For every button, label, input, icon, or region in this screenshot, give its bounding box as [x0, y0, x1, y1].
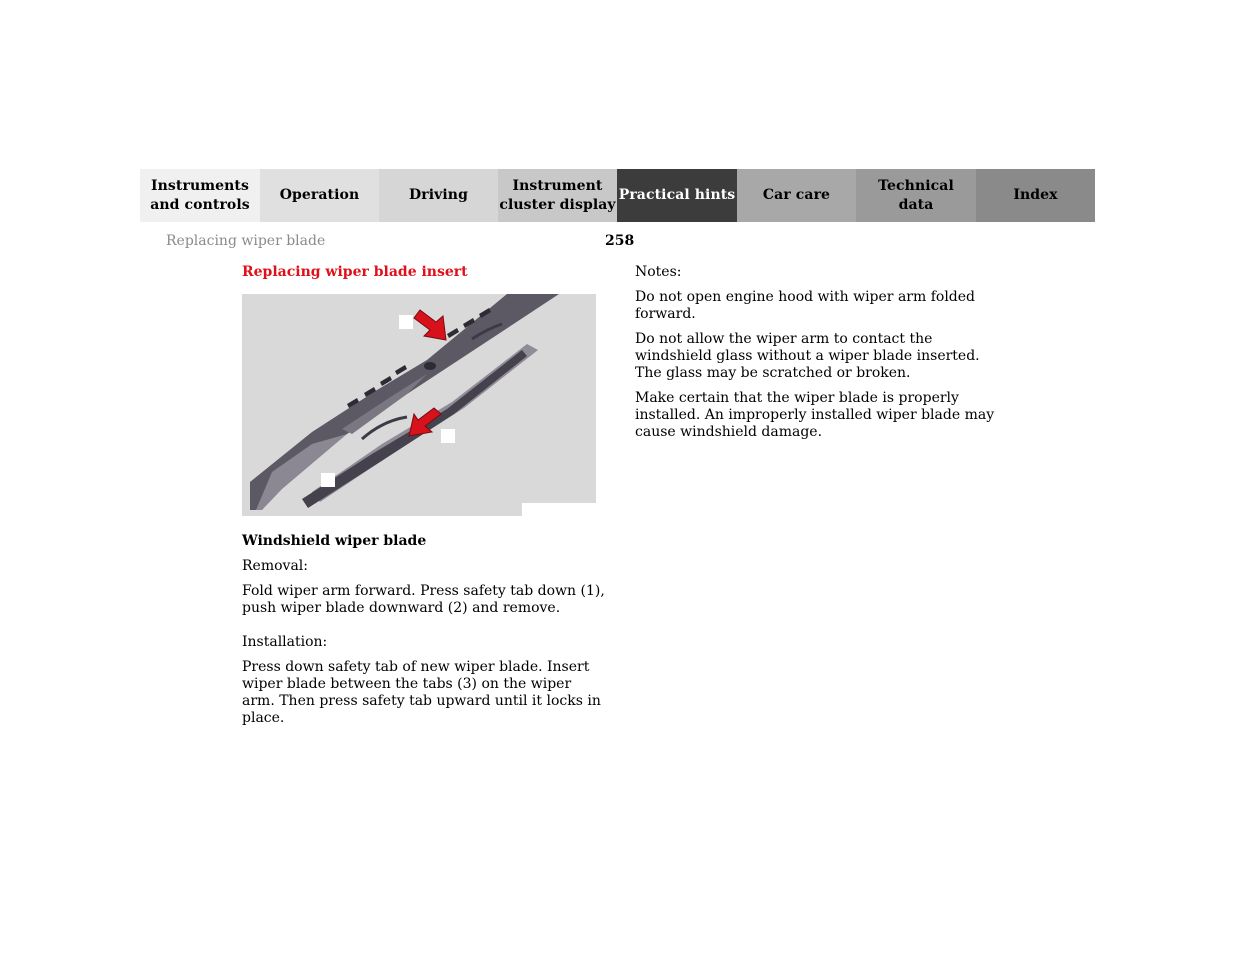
note-1: Do not open engine hood with wiper arm folded forward. — [635, 289, 976, 322]
installation-label: Installation: — [242, 634, 328, 650]
tab-operation[interactable]: Operation — [260, 169, 379, 222]
installation-text: Press down safety tab of new wiper blade. Insert wiper blade between the tabs (3) on the wiper arm. Then press safety tab upward until it locks in place. — [242, 659, 601, 726]
section-heading: Replacing wiper blade insert — [242, 264, 468, 280]
callout-2 — [441, 429, 455, 443]
figure-caption: Windshield wiper blade — [242, 533, 427, 549]
callout-3 — [321, 473, 335, 487]
tab-instrument-cluster-display[interactable]: Instrument cluster display — [498, 169, 617, 222]
removal-text: Fold wiper arm forward. Press safety tab down (1), push wiper blade downward (2) and remove. — [242, 583, 605, 616]
callout-1 — [399, 315, 413, 329]
section-title: Replacing wiper blade — [166, 233, 326, 249]
notes-label: Notes: — [635, 264, 682, 280]
tab-index[interactable]: Index — [976, 169, 1095, 222]
tab-practical-hints[interactable]: Practical hints — [617, 169, 737, 222]
tab-car-care[interactable]: Car care — [737, 169, 856, 222]
chapter-tab-bar — [140, 169, 1095, 222]
left-column — [242, 533, 607, 727]
tab-technical-data[interactable]: Technical data — [856, 169, 976, 222]
removal-label: Removal: — [242, 558, 308, 574]
wiper-blade-illustration — [242, 294, 596, 516]
tab-instruments-and-controls[interactable]: Instruments and controls — [140, 169, 260, 222]
tab-driving[interactable]: Driving — [379, 169, 498, 222]
right-column — [635, 264, 1005, 441]
page-number: 258 — [605, 233, 635, 249]
safety-tab — [424, 362, 436, 370]
note-2: Do not allow the wiper arm to contact the windshield glass without a wiper blade inserted. The glass may be scratched or broken. — [635, 331, 980, 381]
note-3: Make certain that the wiper blade is properly installed. An improperly installed wiper blade may cause windshield damage. — [635, 390, 995, 440]
